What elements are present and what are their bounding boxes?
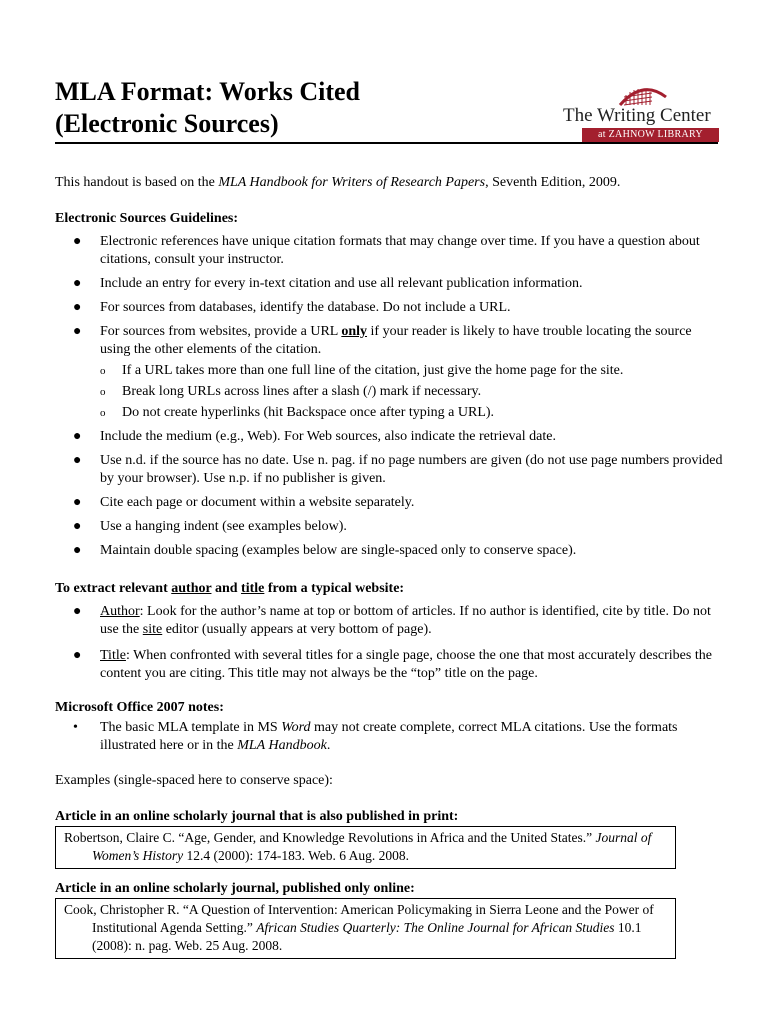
list-item: ● Author: Look for the author’s name at top or bottom of articles. If no author is identified, cite by title. Do not use the site editor (usually appears at very bottom of page). — [73, 604, 711, 637]
list-item: ● Use n.d. if the source has no date. Use n. pag. if no page numbers are given (do not use page numbers provided by your browser). Use n.p. if no publisher is given. — [73, 453, 723, 486]
list-item: ● Title: When confronted with several titles for a single page, choose the one that most accurately describes the content you are citing. This title may not always be the “top” title on the page. — [73, 648, 712, 681]
example-1-citation-box — [55, 826, 676, 869]
intro-text: This handout is based on the — [55, 175, 219, 190]
logo-name: The Writing Center — [563, 105, 711, 126]
circle-bullet-icon: o — [100, 365, 106, 377]
circle-bullet-icon: o — [100, 407, 106, 419]
list-item: ● Include the medium (e.g., Web). For Web sources, also indicate the retrieval date. — [73, 429, 556, 444]
sub-list-item: o If a URL takes more than one full line of the citation, just give the home page for the site. — [100, 363, 624, 378]
bullet-icon: ● — [73, 453, 82, 468]
globe-arc-icon — [618, 83, 668, 107]
guidelines-list — [73, 233, 723, 566]
bullet-icon: ● — [73, 300, 82, 315]
guidelines-heading: Electronic Sources Guidelines: — [55, 211, 239, 226]
circle-bullet-icon: o — [100, 386, 106, 398]
example-2-heading: Article in an online scholarly journal, published only online: — [55, 881, 415, 896]
example-2-citation: Cook, Christopher R. “A Question of Intervention: American Policymaking in Sierra Leone and the Power of Institutional Agenda Setting.” African Studies Quarterly: The Online Journal for African Studies 10.1 (2008): n. pag. Web. 25 Aug. 2008. — [64, 902, 654, 953]
bullet-icon: ● — [73, 234, 82, 249]
example-1-citation: Robertson, Claire C. “Age, Gender, and Knowledge Revolutions in Africa and the United States.” Journal of Women’s History 12.4 (2000): 174-183. Web. 6 Aug. 2008. — [64, 830, 652, 863]
bullet-icon: ● — [73, 429, 82, 444]
logo-subtitle-bar: at ZAHNOW LIBRARY — [582, 128, 719, 142]
examples-intro: Examples (single-spaced here to conserve space): — [55, 773, 333, 788]
bullet-icon: ● — [73, 324, 82, 339]
sub-list-item: o Do not create hyperlinks (hit Backspace once after typing a URL). — [100, 405, 495, 420]
extract-list — [73, 603, 713, 689]
writing-center-logo — [563, 83, 719, 145]
page-title — [55, 76, 360, 140]
office-heading: Microsoft Office 2007 notes: — [55, 700, 224, 715]
list-item: ● Electronic references have unique citation formats that may change over time. If you have a question about citations, consult your instructor. — [73, 234, 700, 267]
title-line-1: MLA Format: Works Cited — [55, 77, 360, 106]
example-2-citation-box — [55, 898, 676, 959]
bullet-icon: ● — [73, 276, 82, 291]
extract-heading: To extract relevant author and title from a typical website: — [55, 581, 405, 596]
bullet-icon: ● — [73, 543, 82, 558]
intro-text-end: , Seventh Edition, 2009. — [485, 175, 621, 190]
emphasis-only: only — [341, 324, 368, 339]
list-item: ● Cite each page or document within a website separately. — [73, 495, 415, 510]
list-item: ● Use a hanging indent (see examples below). — [73, 519, 347, 534]
bullet-icon: ● — [73, 604, 82, 619]
list-item: ● For sources from databases, identify the database. Do not include a URL. — [73, 300, 511, 315]
list-item: ● Include an entry for every in-text citation and use all relevant publication information. — [73, 276, 583, 291]
list-item: • The basic MLA template in MS Word may not create complete, correct MLA citations. Use the formats illustrated here or in the MLA Handbook. — [73, 720, 678, 753]
bullet-icon: • — [73, 720, 78, 735]
title-line-2: (Electronic Sources) — [55, 109, 279, 138]
bullet-icon: ● — [73, 648, 82, 663]
office-list — [73, 719, 713, 761]
bullet-icon: ● — [73, 519, 82, 534]
url-sublist — [100, 362, 723, 422]
title-divider — [55, 142, 718, 144]
list-item: ● For sources from websites, provide a URL only if your reader is likely to have trouble locating the source using the other elements of the citation. o If a URL takes more than one full line of the citation, just give the home page for the site. o Break long URLs across lines after a slash (/) mark if necessary. o Do not create hyperlinks (hit Backspace once after typing a URL). — [73, 323, 723, 422]
intro-book-title: MLA Handbook for Writers of Research Papers — [218, 175, 486, 190]
bullet-icon: ● — [73, 495, 82, 510]
list-item: ● Maintain double spacing (examples below are single-spaced only to conserve space). — [73, 543, 577, 558]
sub-list-item: o Break long URLs across lines after a slash (/) mark if necessary. — [100, 384, 482, 399]
intro-paragraph — [55, 174, 620, 192]
example-1-heading: Article in an online scholarly journal that is also published in print: — [55, 809, 459, 824]
